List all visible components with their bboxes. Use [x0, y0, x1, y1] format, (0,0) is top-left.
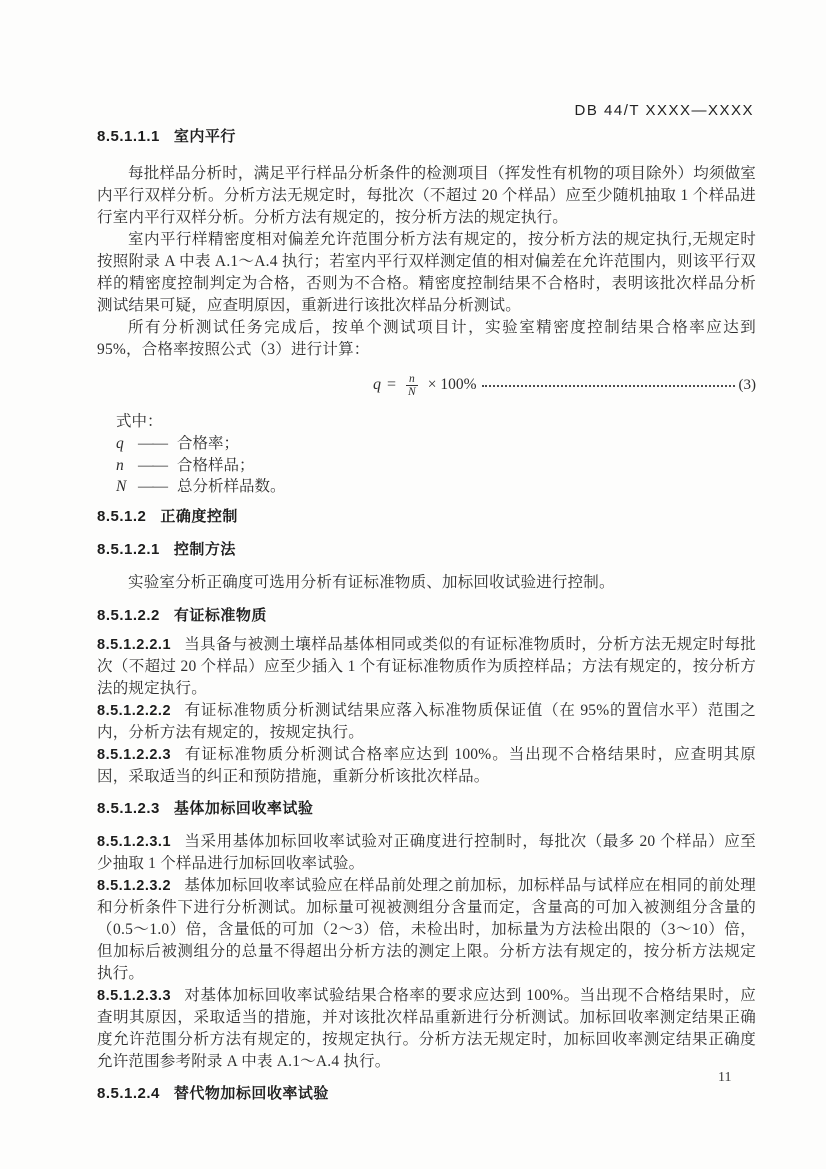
legend-dash: —— — [138, 456, 167, 474]
section-title: 替代物加标回收率试验 — [173, 1084, 329, 1102]
section-number: 8.5.1.2.3 — [97, 799, 160, 817]
section-heading-8-5-1-2-1 — [97, 541, 756, 558]
clause-number: 8.5.1.2.3.2 — [97, 877, 172, 894]
section-title: 正确度控制 — [160, 507, 238, 525]
paragraph-indoor-parallel-1: 每批样品分析时，满足平行样品分析条件的检测项目（挥发性有机物的项目除外）均须做室内平行双样分析。分析方法无规定时，每批次（不超过 20 个样品）应至少随机抽取 1 个样品进行室内平行双样分析。分析方法有规定的，按分析方法的规定执行。 — [97, 165, 757, 226]
clause-number: 8.5.1.2.2.1 — [97, 636, 172, 653]
clause-text: 有证标准物质分析测试合格率应达到 100%。当出现不合格结果时，应查明其原因，采取适当的纠正和预防措施，重新分析该批次样品。 — [97, 745, 756, 785]
document-body — [97, 128, 756, 1116]
section-number: 8.5.1.2.4 — [97, 1084, 160, 1102]
clause-8-5-1-2-3-3 — [97, 985, 756, 1073]
clause-text: 当采用基体加标回收率试验对正确度进行控制时，每批次（最多 20 个样品）应至少抽取 1 个样品进行加标回收率试验。 — [97, 832, 756, 872]
equals-sign: = — [387, 376, 397, 393]
paragraph-accuracy-control: 实验室分析正确度可选用分析有证标准物质、加标回收试验进行控制。 — [128, 573, 615, 591]
section-heading-8-5-1-2-3 — [97, 800, 756, 817]
clause-text: 当具备与被测土壤样品基体相同或类似的有证标准物质时，分析方法无规定时每批次（不超过 20 个样品）应至少插入 1 个有证标准物质作为质控样品；方法有规定的，按分析方法的规定执行。 — [97, 635, 756, 697]
clause-number: 8.5.1.2.2.3 — [97, 746, 172, 763]
equation-number: (3) — [738, 376, 756, 393]
legend-dash: —— — [138, 478, 167, 495]
dotted-leader — [482, 385, 734, 387]
clause-8-5-1-2-3-2 — [97, 875, 756, 985]
section-number: 8.5.1.2 — [97, 507, 147, 525]
section-heading-8-5-1-1-1 — [97, 128, 756, 145]
clause-number: 8.5.1.2.3.1 — [97, 833, 172, 850]
formula-lhs: q — [373, 376, 381, 393]
clause-8-5-1-2-3-1 — [97, 831, 756, 875]
section-heading-8-5-1-2-2 — [97, 607, 756, 624]
section-number: 8.5.1.2.1 — [97, 540, 160, 558]
paragraph-indoor-parallel-2: 室内平行样精密度相对偏差允许范围分析方法有规定的，按分析方法的规定执行,无规定时按照附录 A 中表 A.1～A.4 执行；若室内平行双样测定值的相对偏差在允许范围内，则该平行双样的精密度控制判定为合格，否则为不合格。精密度控制结果不合格时，表明该批次样品分析测试结果可疑，应查明原因，重新进行该批次样品分析测试。 — [97, 231, 756, 314]
section-number: 8.5.1.2.2 — [97, 606, 160, 624]
section-title: 室内平行 — [173, 128, 236, 145]
formula-expression — [373, 373, 476, 398]
legend-symbol: n — [116, 456, 124, 474]
section-heading-8-5-1-2-4 — [97, 1085, 756, 1102]
legend-item-q — [97, 433, 756, 455]
legend-item-N — [97, 476, 756, 498]
paragraph-pass-rate: 所有分析测试任务完成后，按单个测试项目计，实验室精密度控制结果合格率应达到 95%，合格率按照公式（3）进行计算： — [97, 319, 756, 358]
fraction-numerator: n — [408, 372, 415, 385]
formula-multiplier: × 100% — [427, 376, 477, 393]
legend-description: 合格率； — [177, 435, 240, 452]
legend-symbol: q — [116, 435, 124, 452]
legend-description: 合格样品； — [177, 456, 255, 474]
section-title: 控制方法 — [173, 540, 236, 558]
fraction — [406, 373, 418, 398]
legend-symbol: N — [116, 478, 127, 495]
clause-8-5-1-2-2-1 — [97, 634, 756, 700]
section-number: 8.5.1.1.1 — [97, 128, 160, 145]
clause-text: 基体加标回收率试验应在样品前处理之前加标，加标样品与试样应在相同的前处理和分析条件下进行分析测试。加标量可视被测组分含量而定，含量高的可加入被测组分含量的（0.5～1.0）倍，含量低的可加（2～3）倍，未检出时，加标量为方法检出限的（3～10）倍，但加标后被测组分的总量不得超出分析方法的测定上限。分析方法有规定的，按分析方法规定执行。 — [97, 876, 756, 982]
section-title: 有证标准物质 — [173, 606, 267, 624]
clause-number: 8.5.1.2.3.3 — [97, 987, 172, 1004]
clause-8-5-1-2-2-2 — [97, 700, 756, 744]
legend-description: 总分析样品数。 — [177, 478, 286, 495]
section-heading-8-5-1-2 — [97, 508, 756, 525]
formula-legend-intro: 式中： — [116, 413, 163, 430]
section-title: 基体加标回收率试验 — [173, 799, 314, 817]
legend-item-n — [97, 455, 756, 477]
document-code-header: DB 44/T XXXX—XXXX — [574, 102, 754, 119]
clause-number: 8.5.1.2.2.2 — [97, 702, 172, 719]
clause-text: 有证标准物质分析测试结果应落入标准物质保证值（在 95%的置信水平）范围之内，分析方法有规定的，按规定执行。 — [97, 701, 756, 741]
legend-dash: —— — [138, 435, 167, 452]
formula-3 — [97, 371, 756, 399]
fraction-denominator: N — [408, 385, 416, 398]
page-number: 11 — [718, 1070, 732, 1085]
clause-8-5-1-2-2-3 — [97, 744, 756, 788]
clause-text: 对基体加标回收率试验结果合格率的要求应达到 100%。当出现不合格结果时，应查明其原因，采取适当的措施，并对该批次样品重新进行分析测试。加标回收率测定结果正确度允许范围分析方法有规定的，按规定执行。分析方法无规定时，加标回收率测定结果正确度允许范围参考附录 A 中表 A.1～A.4 执行。 — [97, 986, 756, 1070]
